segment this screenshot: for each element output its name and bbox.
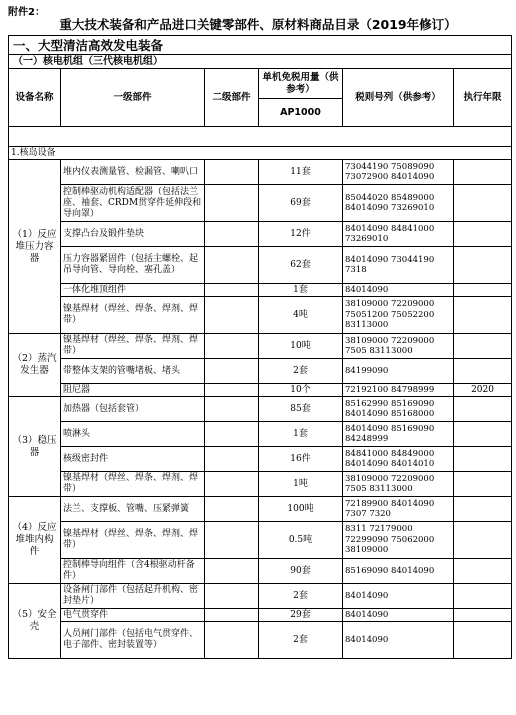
level2-part (205, 584, 259, 609)
table-row (9, 160, 512, 185)
tariff-codes-cell: 72189900 84014090 7307 7320 (343, 497, 454, 522)
period-cell (454, 397, 512, 422)
level2-part (205, 472, 259, 497)
level2-part (205, 185, 259, 222)
equipment-group-name: （4）反应堆堆内构件 (9, 497, 61, 584)
level2-part (205, 297, 259, 334)
header-quantity: 单机免税用量（供参考） (259, 69, 343, 99)
tariff-codes-cell: 85169090 84014090 (343, 559, 454, 584)
quantity-cell: 1套 (259, 422, 343, 447)
period-cell (454, 497, 512, 522)
quantity-cell: 69套 (259, 185, 343, 222)
tariff-codes-cell: 85044020 85489000 84014090 73269010 (343, 185, 454, 222)
header-level2: 二级部件 (205, 69, 259, 127)
tariff-codes-cell: 38109000 72209000 7505 83113000 (343, 472, 454, 497)
table-row (9, 247, 512, 284)
table-row (9, 609, 512, 622)
level2-part (205, 284, 259, 297)
quantity-cell: 1吨 (259, 472, 343, 497)
table-row (9, 359, 512, 384)
level2-part (205, 447, 259, 472)
level1-part: 设备闸门部件（包括起升机构、密封垫片） (61, 584, 205, 609)
level2-part (205, 397, 259, 422)
quantity-cell: 90套 (259, 559, 343, 584)
tariff-codes-cell: 38109000 72209000 75051200 75052200 83113000 (343, 297, 454, 334)
period-cell (454, 247, 512, 284)
tariff-codes-cell: 84841000 84849000 84014090 84014010 (343, 447, 454, 472)
table-row (9, 284, 512, 297)
spacer-row (9, 127, 512, 147)
catalog-table (8, 35, 512, 659)
level2-part (205, 622, 259, 659)
tariff-codes-cell: 38109000 72209000 7505 83113000 (343, 334, 454, 359)
equipment-group-name: （1）反应堆压力容器 (9, 160, 61, 334)
level2-part (205, 559, 259, 584)
table-row (9, 522, 512, 559)
quantity-cell: 2套 (259, 584, 343, 609)
level1-part: 镍基焊材（焊丝、焊条、焊剂、焊带） (61, 472, 205, 497)
quantity-cell: 29套 (259, 609, 343, 622)
table-row (9, 584, 512, 609)
header-level1: 一级部件 (61, 69, 205, 127)
subsection-title: （一）核电机组（三代核电机组） (9, 55, 512, 69)
tariff-codes-cell: 73044190 75089090 73072900 84014090 (343, 160, 454, 185)
period-cell (454, 422, 512, 447)
quantity-cell: 11套 (259, 160, 343, 185)
quantity-cell: 16件 (259, 447, 343, 472)
table-row (9, 384, 512, 397)
equipment-group-name: （5）安全壳 (9, 584, 61, 659)
level1-part: 镍基焊材（焊丝、焊条、焊剂、焊带） (61, 334, 205, 359)
quantity-cell: 62套 (259, 247, 343, 284)
table-row (9, 497, 512, 522)
period-cell (454, 447, 512, 472)
level2-part (205, 222, 259, 247)
header-tariff: 税则号列（供参考） (343, 69, 454, 127)
tariff-codes-cell: 8311 72179000 72299090 75062000 38109000 (343, 522, 454, 559)
level1-part: 控制棒导向组件（含4根驱动杆备件） (61, 559, 205, 584)
quantity-cell: 2套 (259, 622, 343, 659)
section-title: 一、大型清洁高效发电装备 (9, 36, 512, 55)
tariff-codes-cell: 84014090 (343, 622, 454, 659)
level2-part (205, 334, 259, 359)
level1-part: 法兰、支撑板、管嘴、压紧弹簧 (61, 497, 205, 522)
period-cell: 2020 (454, 384, 512, 397)
level2-part (205, 497, 259, 522)
level2-part (205, 384, 259, 397)
period-cell (454, 622, 512, 659)
table-row (9, 447, 512, 472)
level1-part: 压力容器紧固件（包括主螺栓、起吊导向管、导向栓、塞孔盖） (61, 247, 205, 284)
quantity-cell: 10吨 (259, 334, 343, 359)
quantity-cell: 10个 (259, 384, 343, 397)
period-cell (454, 609, 512, 622)
period-cell (454, 584, 512, 609)
level1-part: 电气贯穿件 (61, 609, 205, 622)
level1-part: 镍基焊材（焊丝、焊条、焊剂、焊带） (61, 297, 205, 334)
header-period: 执行年限 (454, 69, 512, 127)
level2-part (205, 359, 259, 384)
period-cell (454, 472, 512, 497)
period-cell (454, 559, 512, 584)
period-cell (454, 284, 512, 297)
period-cell (454, 185, 512, 222)
tariff-codes-cell: 84014090 (343, 584, 454, 609)
table-row (9, 222, 512, 247)
table-row (9, 622, 512, 659)
tariff-codes-cell: 84014090 85169090 84248999 (343, 422, 454, 447)
period-cell (454, 359, 512, 384)
equipment-group-name: （3）稳压器 (9, 397, 61, 497)
quantity-cell: 0.5吨 (259, 522, 343, 559)
quantity-cell: 85套 (259, 397, 343, 422)
level2-part (205, 160, 259, 185)
level1-part: 镍基焊材（焊丝、焊条、焊剂、焊带） (61, 522, 205, 559)
tariff-codes-cell: 84199090 (343, 359, 454, 384)
tariff-codes-cell: 84014090 (343, 284, 454, 297)
period-cell (454, 522, 512, 559)
tariff-codes-cell: 72192100 84798999 (343, 384, 454, 397)
quantity-cell: 100吨 (259, 497, 343, 522)
level1-part: 堆内仪表测量管、检漏管、喇叭口 (61, 160, 205, 185)
tariff-codes-cell: 84014090 73044190 7318 (343, 247, 454, 284)
level2-part (205, 247, 259, 284)
table-row (9, 397, 512, 422)
level1-part: 加热器（包括套管） (61, 397, 205, 422)
table-row (9, 472, 512, 497)
period-cell (454, 334, 512, 359)
table-row (9, 422, 512, 447)
level1-part: 支撑凸台及锻件垫块 (61, 222, 205, 247)
attachment-label: 附件2： (8, 7, 45, 18)
quantity-cell: 12件 (259, 222, 343, 247)
tariff-codes-cell: 84014090 (343, 609, 454, 622)
level1-part: 控制棒驱动机构适配器（包括法兰座、袖套、CRDM贯穿件延伸段和导向罩） (61, 185, 205, 222)
level2-part (205, 522, 259, 559)
table-row (9, 334, 512, 359)
period-cell (454, 160, 512, 185)
table-row (9, 559, 512, 584)
equipment-group-name: （2）蒸汽发生器 (9, 334, 61, 397)
level2-part (205, 422, 259, 447)
header-category: 设备名称 (9, 69, 61, 127)
period-cell (454, 222, 512, 247)
period-cell (454, 297, 512, 334)
level1-part: 核级密封件 (61, 447, 205, 472)
level1-part: 人员闸门部件（包括电气贯穿件、电子部件、密封装置等） (61, 622, 205, 659)
table-row (9, 297, 512, 334)
document-title: 重大技术装备和产品进口关键零部件、原材料商品目录（2019年修订） (59, 17, 457, 32)
quantity-cell: 1套 (259, 284, 343, 297)
table-row (9, 185, 512, 222)
tariff-codes-cell: 85162990 85169090 84014090 85168000 (343, 397, 454, 422)
quantity-cell: 2套 (259, 359, 343, 384)
tariff-codes-cell: 84014090 84841000 73269010 (343, 222, 454, 247)
level1-part: 喷淋头 (61, 422, 205, 447)
level1-part: 阻尼器 (61, 384, 205, 397)
header-quantity-sub: AP1000 (259, 99, 343, 127)
category-row: 1.核岛设备 (9, 147, 512, 160)
level1-part: 一体化堆顶组件 (61, 284, 205, 297)
level1-part: 带整体支架的管嘴堵板、堵头 (61, 359, 205, 384)
quantity-cell: 4吨 (259, 297, 343, 334)
level2-part (205, 609, 259, 622)
